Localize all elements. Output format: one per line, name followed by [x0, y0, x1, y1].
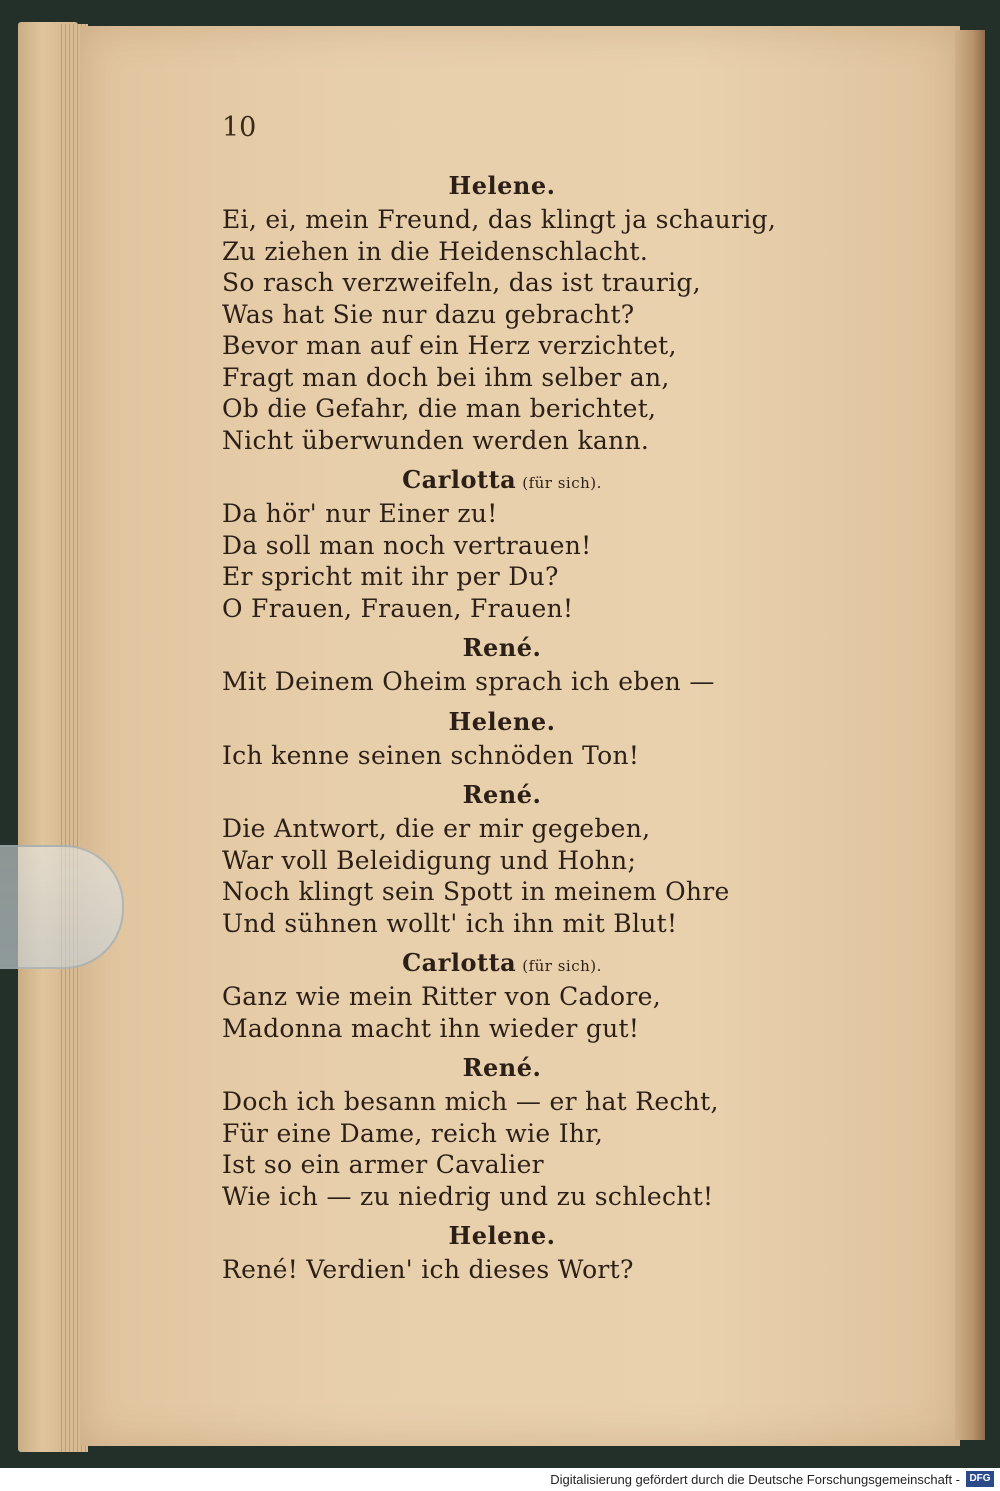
verse-line: Was hat Sie nur dazu gebracht? [222, 299, 635, 329]
speaker-label: Helene. [448, 171, 556, 200]
speaker-label: Carlotta [402, 465, 517, 494]
verse-line: Nicht überwunden werden kann. [222, 425, 650, 455]
verse-line: Da hör' nur Einer zu! [222, 499, 498, 528]
book-edge-right [955, 30, 985, 1440]
dialogue-block [222, 1050, 782, 1212]
speaker-name [222, 168, 782, 204]
verse-line: Doch ich besann mich — er hat Recht, [222, 1087, 719, 1116]
play-text [222, 168, 782, 1292]
verse-line: Madonna macht ihn wieder gut! [222, 1013, 640, 1043]
speaker-name [222, 630, 782, 666]
footer-credit: Digitalisierung gefördert durch die Deutsche Forschungsgemeinschaft - [550, 1472, 960, 1487]
speaker-name [222, 777, 782, 813]
verse-line: Die Antwort, die er mir gegeben, [222, 814, 651, 843]
verse-line: Fragt man doch bei ihm selber an, [222, 362, 670, 392]
verse-line: Mit Deinem Oheim sprach ich eben — [222, 667, 715, 696]
verse-line: Ei, ei, mein Freund, das klingt ja schaurig, [222, 205, 777, 234]
speaker-name [222, 945, 782, 981]
verse-line: O Frauen, Frauen, Frauen! [222, 593, 574, 623]
speaker-label: René. [462, 780, 542, 809]
stage-direction: (für sich). [522, 474, 602, 492]
dialogue-block [222, 168, 782, 456]
speaker-label: Helene. [448, 1221, 556, 1250]
dialogue-block [222, 704, 782, 772]
verse-line: Noch klingt sein Spott in meinem Ohre [222, 877, 730, 906]
speaker-name [222, 1050, 782, 1086]
verse-line: Bevor man auf ein Herz verzichtet, [222, 331, 677, 360]
dialogue-block [222, 462, 782, 624]
speaker-label: Helene. [448, 706, 556, 736]
bookmark-clip [0, 845, 124, 969]
speaker-label: Carlotta [402, 948, 517, 977]
dialogue-block [222, 945, 782, 1044]
dfg-logo: DFG [966, 1471, 994, 1487]
speaker-name [222, 1218, 782, 1254]
footer-bar [0, 1468, 1000, 1491]
speaker-name [222, 704, 782, 740]
verse-line: Ist so ein armer Cavalier [222, 1150, 544, 1179]
verse-line: Ganz wie mein Ritter von Cadore, [222, 982, 661, 1011]
dialogue-block [222, 777, 782, 939]
stage-direction: (für sich). [522, 957, 602, 975]
verse-line: Ob die Gefahr, die man berichtet, [222, 394, 657, 423]
dialogue-block [222, 1218, 782, 1286]
verse-line: Und sühnen wollt' ich ihn mit Blut! [222, 908, 678, 938]
verse-line: Ich kenne seinen schnöden Ton! [222, 740, 640, 770]
verse-line: Da soll man noch vertrauen! [222, 530, 592, 560]
verse-line: So rasch verzweifeln, das ist traurig, [222, 268, 701, 297]
page-number: 10 [222, 112, 257, 143]
verse-line: Er spricht mit ihr per Du? [222, 562, 559, 591]
verse-line: René! Verdien' ich dieses Wort? [222, 1255, 634, 1284]
speaker-label: René. [462, 633, 542, 662]
dialogue-block [222, 630, 782, 698]
verse-line: Für eine Dame, reich wie Ihr, [222, 1118, 604, 1148]
speaker-label: René. [462, 1053, 542, 1082]
speaker-name [222, 462, 782, 498]
verse-line: Zu ziehen in die Heidenschlacht. [222, 236, 649, 266]
verse-line: Wie ich — zu niedrig und zu schlecht! [222, 1181, 714, 1211]
verse-line: War voll Beleidigung und Hohn; [222, 845, 637, 875]
